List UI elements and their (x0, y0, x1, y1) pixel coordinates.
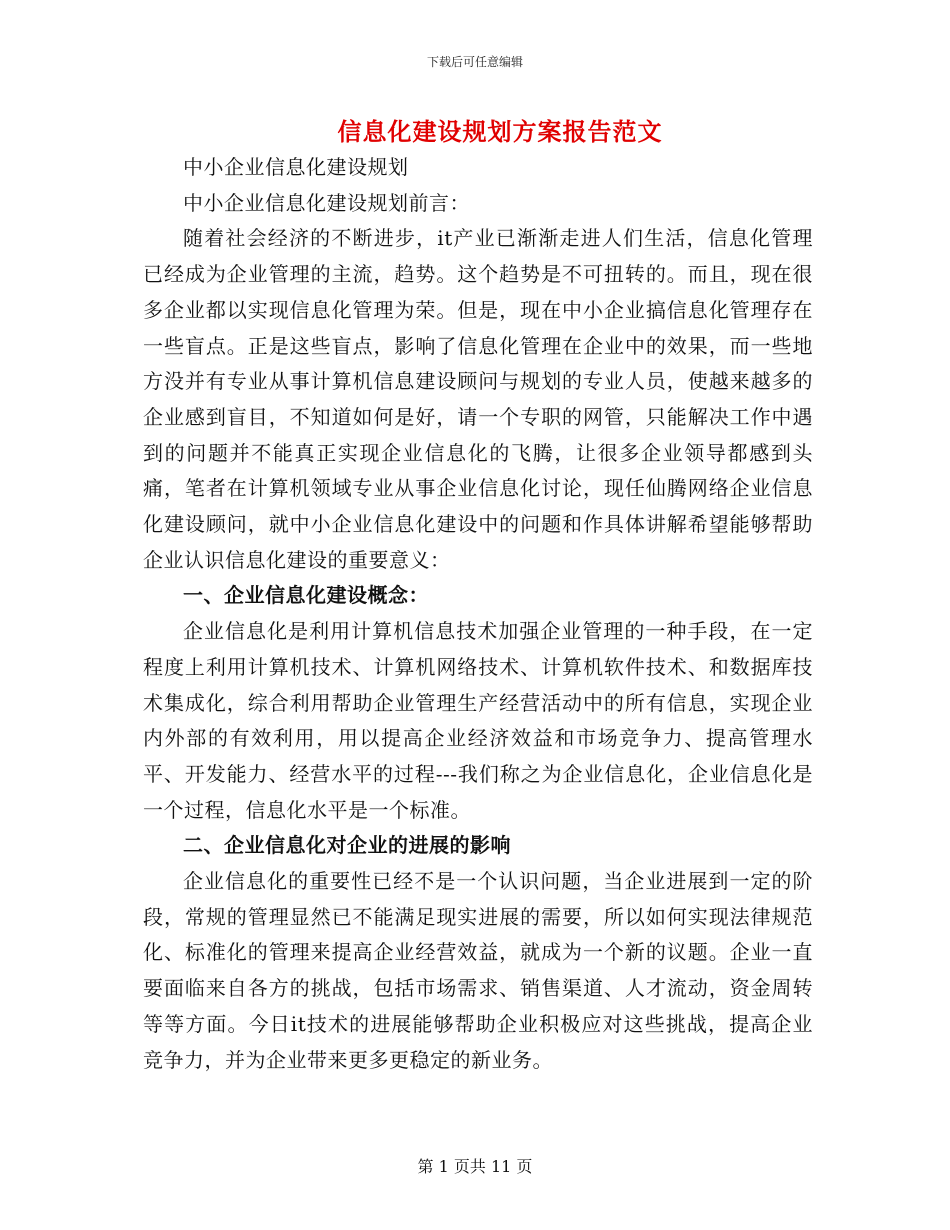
section-2-heading: 二、企业信息化对企业的进展的影响 (183, 833, 511, 858)
section-1-paragraph: 企业信息化是利用计算机信息技术加强企业管理的一种手段，在一定程度上利用计算机技术、计算机网络技术、计算机软件技术、和数据库技术集成化，综合利用帮助企业管理生产经营活动中的所有信息，实现企业内外部的有效利用，用以提高企业经济效益和市场竞争力、提高管理水平、开发能力、经营水平的过程---我们称之为企业信息化，企业信息化是一个过程，信息化水平是一个标准。 (143, 619, 813, 822)
subtitle-line-2: 中小企业信息化建设规划前言： (183, 190, 470, 215)
section-1-heading: 一、企业信息化建设概念： (183, 583, 429, 608)
subtitle-line-1: 中小企业信息化建设规划 (183, 155, 409, 179)
section-2-paragraph: 企业信息化的重要性已经不是一个认识问题，当企业进展到一定的阶段，常规的管理显然已不能满足现实进展的需要，所以如何实现法律规范化、标准化的管理来提高企业经营效益，就成为一个新的议题。企业一直要面临来自各方的挑战，包括市场需求、销售渠道、人才流动，资金周转等等方面。今日it技术的进展能够帮助企业积极应对这些挑战，提高企业竞争力，并为企业带来更多更稳定的新业务。 (143, 869, 813, 1072)
document-body (143, 150, 813, 1078)
header-note: 下载后可任意编辑 (426, 55, 523, 69)
page-indicator: 第 1 页共 11 页 (417, 1157, 533, 1176)
intro-paragraph: 随着社会经济的不断进步，it产业已渐渐走进人们生活，信息化管理已经成为企业管理的主流，趋势。这个趋势是不可扭转的。而且，现在很多企业都以实现信息化管理为荣。但是，现在中小企业搞信息化管理存在一些盲点。正是这些盲点，影响了信息化管理在企业中的效果，而一些地方没并有专业从事计算机信息建设顾问与规划的专业人员，使越来越多的企业感到盲目，不知道如何是好，请一个专职的网管，只能解决工作中遇到的问题并不能真正实现企业信息化的飞腾，让很多企业领导都感到头痛，笔者在计算机领域专业从事企业信息化讨论，现任仙腾网络企业信息化建设顾问，就中小企业信息化建设中的问题和作具体讲解希望能够帮助企业认识信息化建设的重要意义： (143, 226, 813, 572)
document-title: 信息化建设规划方案报告范文 (337, 117, 663, 146)
